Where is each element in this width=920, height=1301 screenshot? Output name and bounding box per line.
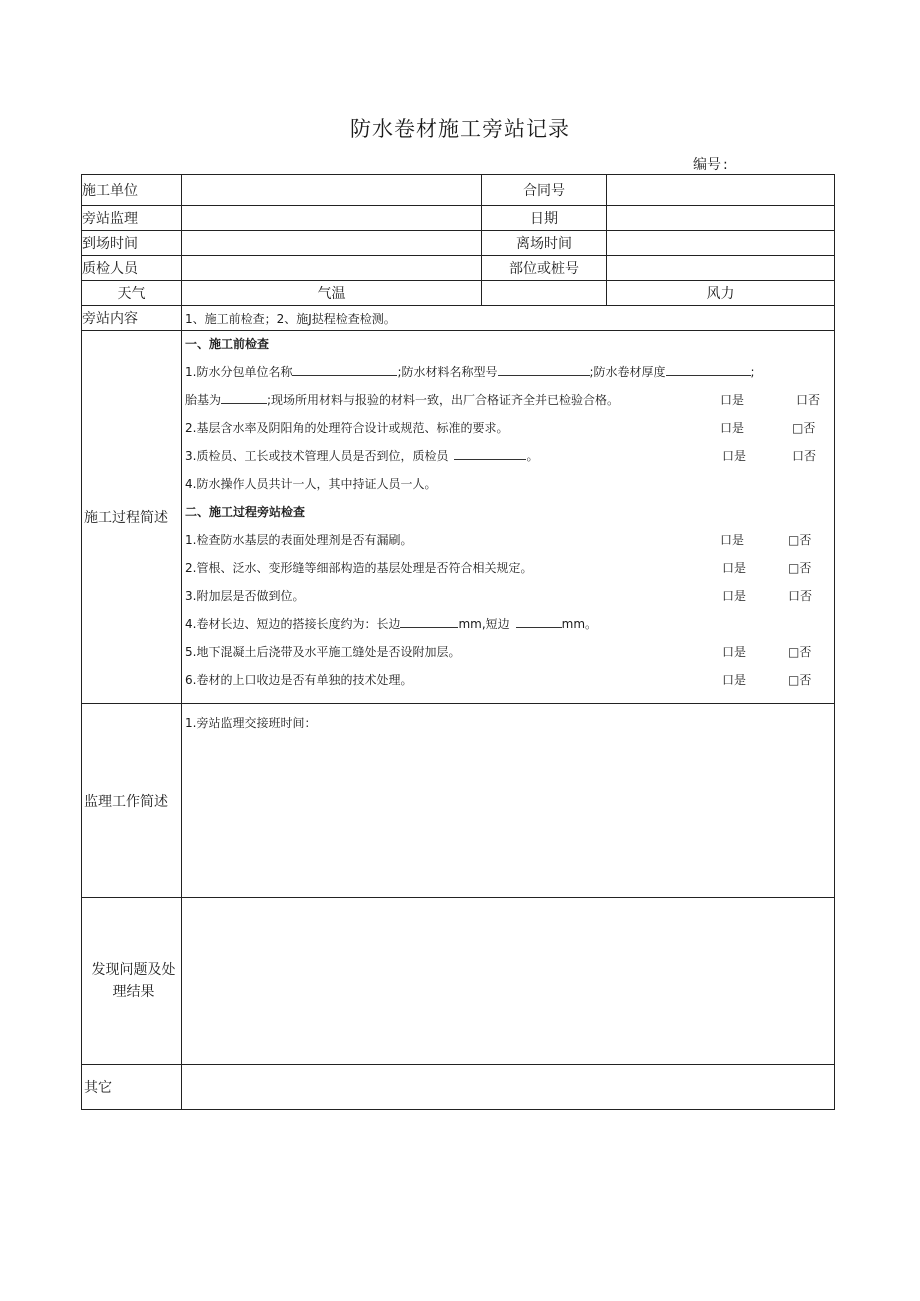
blank-thickness[interactable] — [666, 364, 751, 376]
supervision-line-1: 1.旁站监理交接班时间： — [185, 716, 317, 730]
pre-item-4: 4.防水操作人员共计一人，其中持证人员一人。 — [185, 477, 437, 491]
pre-1-no-checkbox[interactable]: 口否 — [796, 393, 821, 407]
other-label: 其它 — [82, 1065, 182, 1110]
row-arrival — [82, 231, 835, 256]
pre-2-no-checkbox[interactable]: □否 — [792, 421, 816, 435]
blank-long-side[interactable] — [400, 616, 458, 628]
blank-base[interactable] — [221, 392, 267, 404]
during-check-header: 二、施工过程旁站检查 — [185, 505, 306, 519]
blank-subcontractor[interactable] — [292, 364, 397, 376]
supervision-label: 监理工作简述 — [82, 704, 182, 898]
during-5-yes-checkbox[interactable]: 口是 — [722, 645, 747, 659]
during-1-no-checkbox[interactable]: □否 — [788, 533, 812, 547]
during-item-4: 4.卷材长边、短边的搭接长度约为：长边 mm,短边 mm。 — [185, 617, 598, 631]
during-item-3: 3.附加层是否做到位。 — [185, 589, 305, 603]
content-value: 1、施工前检查；2、施J挞程检查检测。 — [182, 306, 835, 331]
departure-time-label: 离场时间 — [482, 231, 607, 256]
blank-material-model[interactable] — [498, 364, 590, 376]
supervision-content[interactable] — [182, 704, 835, 898]
inspector-field[interactable] — [182, 256, 482, 281]
during-3-no-checkbox[interactable]: 口否 — [788, 589, 813, 603]
row-issues — [82, 898, 835, 1065]
page-title: 防水卷材施工旁站记录 — [350, 117, 570, 141]
row-supervisor — [82, 206, 835, 231]
arrival-time-label: 到场时间 — [82, 231, 182, 256]
process-content — [182, 331, 835, 704]
process-label: 施工过程简述 — [82, 331, 182, 704]
supervisor-field[interactable] — [182, 206, 482, 231]
during-6-yes-checkbox[interactable]: 口是 — [722, 673, 747, 687]
row-other — [82, 1065, 835, 1110]
doc-number-label: 编号 : — [693, 157, 728, 173]
during-2-yes-checkbox[interactable]: 口是 — [722, 561, 747, 575]
row-inspector — [82, 256, 835, 281]
during-5-no-checkbox[interactable]: □否 — [788, 645, 812, 659]
contract-no-label: 合同号 — [482, 175, 607, 206]
content-label: 旁站内容 — [82, 306, 182, 331]
location-field[interactable] — [607, 256, 835, 281]
construction-unit-field[interactable] — [182, 175, 482, 206]
arrival-time-field[interactable] — [182, 231, 482, 256]
row-construction-unit — [82, 175, 835, 206]
date-field[interactable] — [607, 206, 835, 231]
weather-label: 天气 — [82, 281, 182, 306]
construction-unit-label: 施工单位 — [82, 175, 182, 206]
temperature-field[interactable] — [482, 281, 607, 306]
pre-check-header: 一、施工前检查 — [185, 337, 270, 351]
during-1-yes-checkbox[interactable]: 口是 — [720, 533, 745, 547]
during-item-6: 6.卷材的上口收边是否有单独的技术处理。 — [185, 673, 413, 687]
pre-item-2: 2.基层含水率及阴阳角的处理符合设计或规范、标准的要求。 — [185, 421, 509, 435]
during-3-yes-checkbox[interactable]: 口是 — [722, 589, 747, 603]
pre-2-yes-checkbox[interactable]: 口是 — [720, 421, 745, 435]
issues-content[interactable] — [182, 898, 835, 1065]
inspection-form — [81, 174, 835, 1110]
location-label: 部位或桩号 — [482, 256, 607, 281]
during-item-2: 2.管根、泛水、变形缝等细部构造的基层处理是否符合相关规定。 — [185, 561, 533, 575]
row-weather — [82, 281, 835, 306]
during-2-no-checkbox[interactable]: □否 — [788, 561, 812, 575]
pre-3-yes-checkbox[interactable]: 口是 — [722, 449, 747, 463]
during-6-no-checkbox[interactable]: □否 — [788, 673, 812, 687]
inspector-label: 质检人员 — [82, 256, 182, 281]
pre-3-no-checkbox[interactable]: 口否 — [792, 449, 817, 463]
blank-short-side[interactable] — [516, 616, 562, 628]
row-content — [82, 306, 835, 331]
row-supervision — [82, 704, 835, 898]
issues-label: 发现问题及处理结果 — [82, 898, 182, 1065]
during-item-1: 1.检查防水基层的表面处理剂是否有漏刷。 — [185, 533, 413, 547]
pre-item-1-cont: 胎基为 ;现场所用材料与报验的材料一致，出厂合格证齐全并已检验合格。 — [185, 393, 620, 407]
pre-item-1: 1.防水分包单位名称 ;防水材料名称型号 ;防水卷材厚度 ; — [185, 365, 755, 379]
contract-no-field[interactable] — [607, 175, 835, 206]
departure-time-field[interactable] — [607, 231, 835, 256]
pre-1-yes-checkbox[interactable]: 口是 — [720, 393, 745, 407]
row-process — [82, 331, 835, 704]
other-content[interactable] — [182, 1065, 835, 1110]
blank-inspector[interactable] — [454, 448, 526, 460]
temperature-label: 气温 — [182, 281, 482, 306]
pre-item-3: 3.质检员、工长或技术管理人员是否到位，质检员 。 — [185, 449, 539, 463]
wind-label: 风力 — [607, 281, 835, 306]
supervisor-label: 旁站监理 — [82, 206, 182, 231]
date-label: 日期 — [482, 206, 607, 231]
during-item-5: 5.地下混凝土后浇带及水平施工缝处是否设附加层。 — [185, 645, 461, 659]
